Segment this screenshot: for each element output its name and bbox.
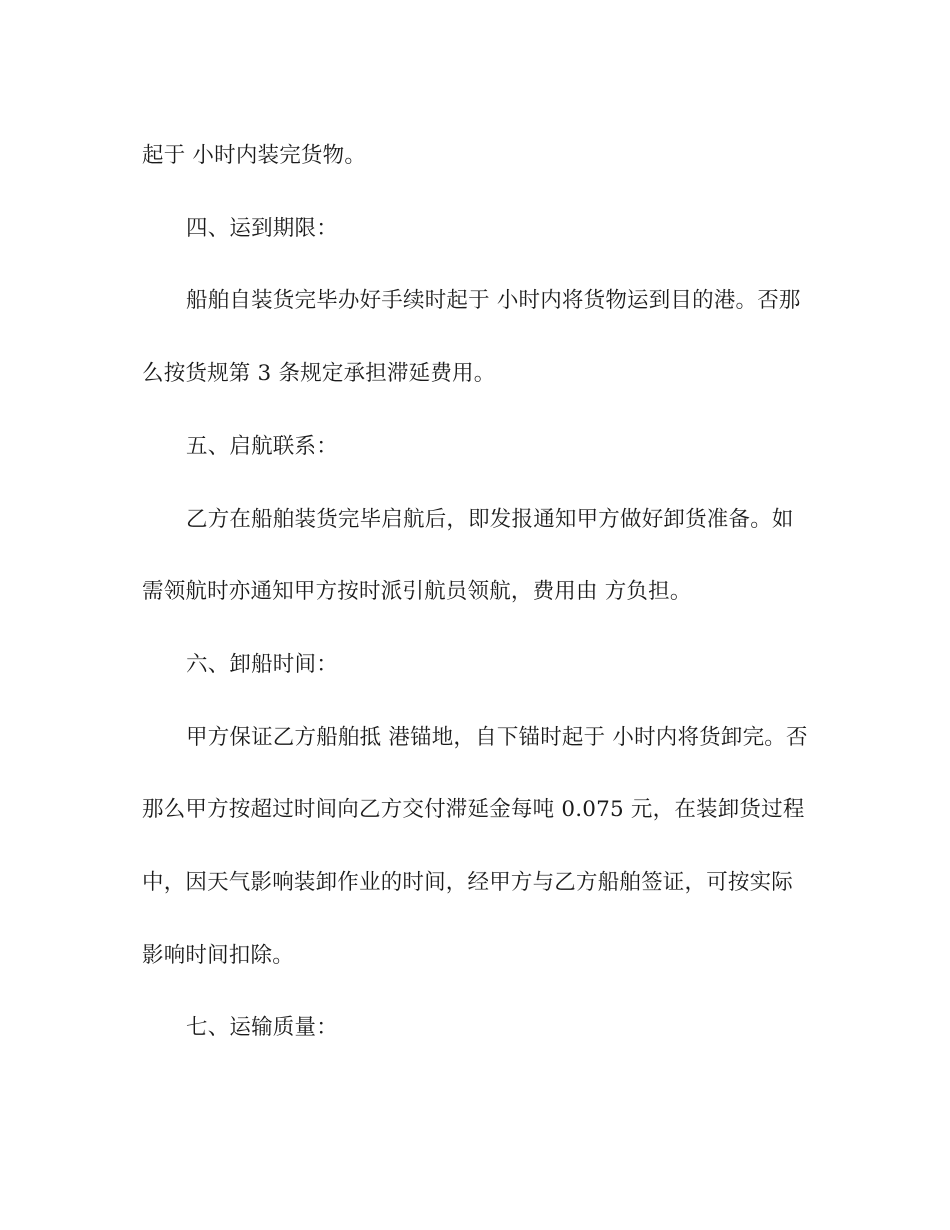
section-heading-transport-quality: 七、运输质量： [186,1015,338,1040]
section-heading-delivery-deadline: 四、运到期限： [186,216,338,241]
paragraph-unloading-time-line-3: 中，因天气影响装卸作业的时间，经甲方与乙方船舶签证，可按实际 [142,870,794,895]
paragraph-delivery-deadline-line-1: 船舶自装货完毕办好手续时起于 小时内将货物运到目的港。否那 [186,288,801,313]
paragraph-unloading-time-line-1: 甲方保证乙方船舶抵 港锚地，自下锚时起于 小时内将货卸完。否 [186,725,808,750]
paragraph-delivery-deadline-line-2: 么按货规第 3 条规定承担滞延费用。 [142,361,496,386]
paragraph-departure-contact-line-2: 需领航时亦通知甲方按时派引航员领航，费用由 方负担。 [142,579,692,604]
paragraph-departure-contact-line-1: 乙方在船舶装货完毕启航后，即发报通知甲方做好卸货准备。如 [186,507,794,532]
section-heading-departure-contact: 五、启航联系： [186,434,338,459]
section-heading-unloading-time: 六、卸船时间： [186,652,338,677]
paragraph-unloading-time-line-2: 那么甲方按超过时间向乙方交付滞延金每吨 0.075 元，在装卸货过程 [142,797,805,822]
paragraph-unloading-time-line-4: 影响时间扣除。 [142,943,294,968]
paragraph-continuation-loading-time: 起于 小时内装完货物。 [142,143,367,168]
